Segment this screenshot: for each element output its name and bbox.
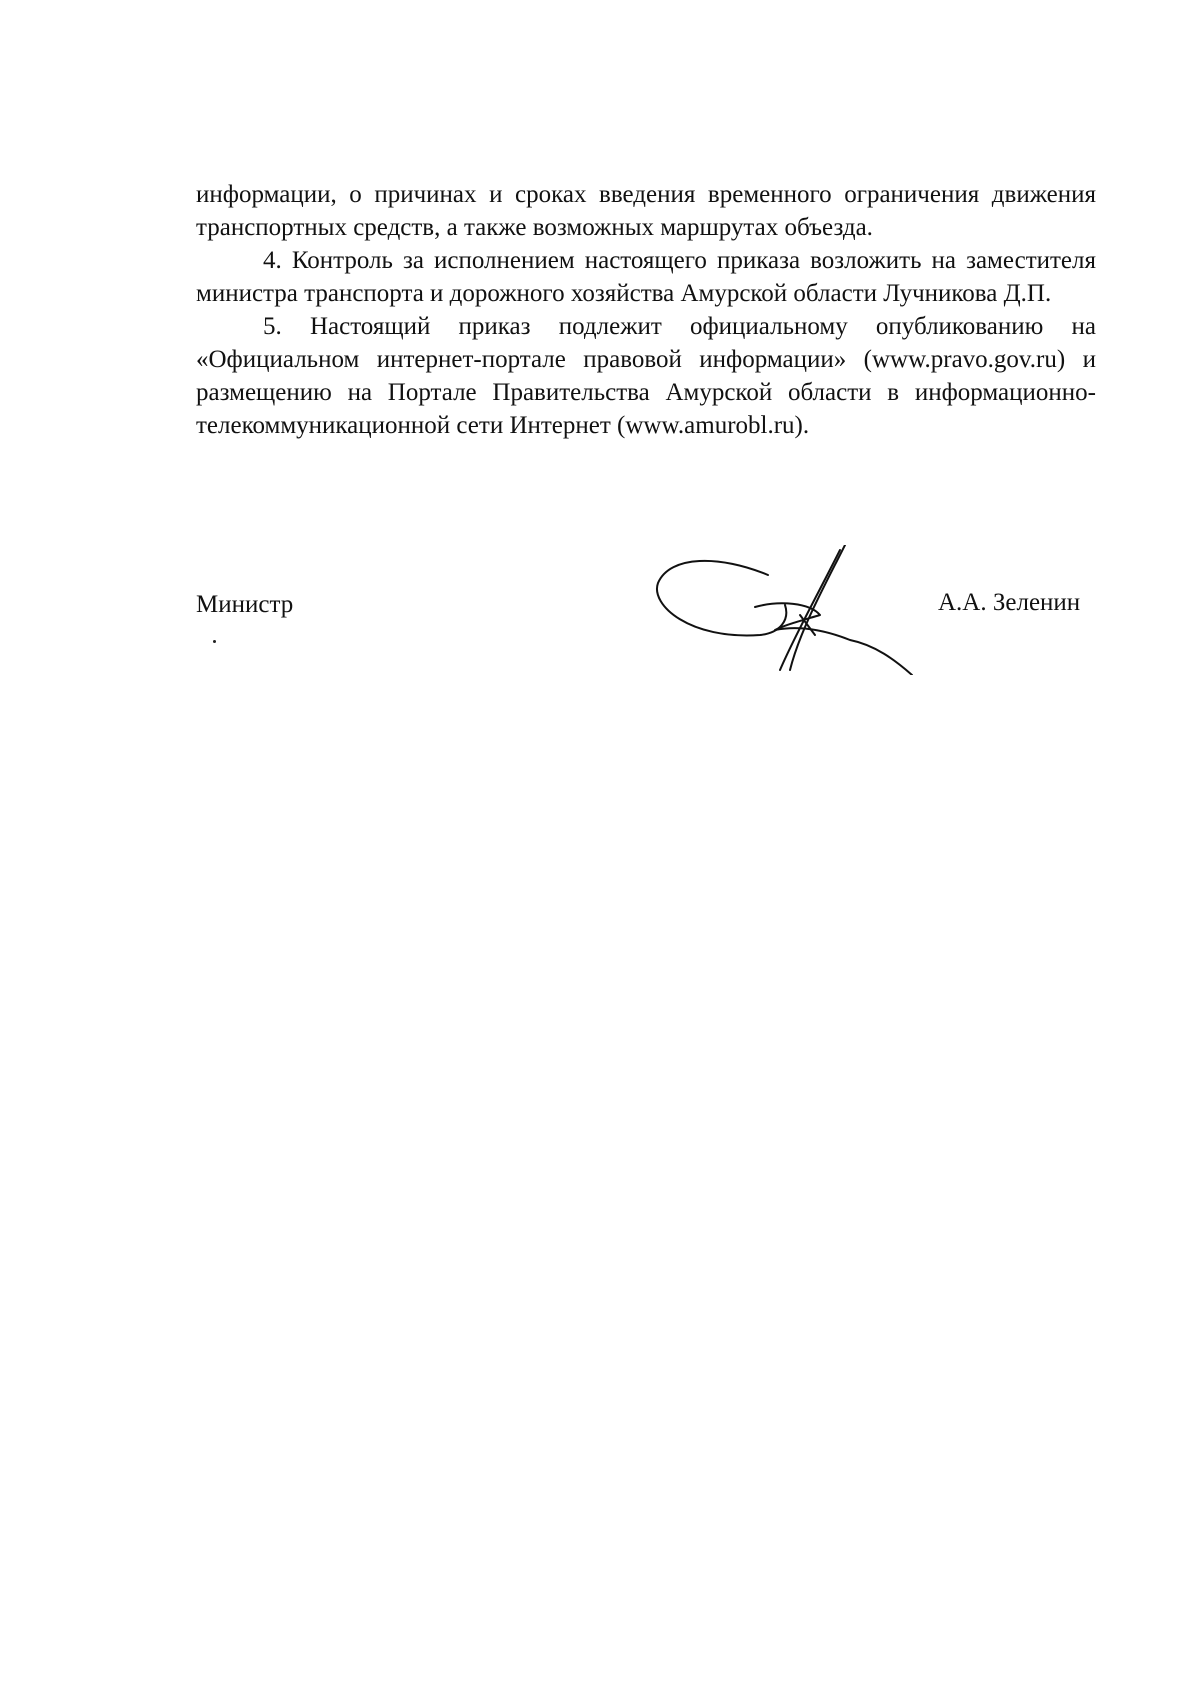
signatory-name: А.А. Зеленин bbox=[938, 589, 1081, 616]
document-body bbox=[196, 178, 1096, 442]
scan-speck bbox=[213, 640, 216, 643]
signatory-title: Министр bbox=[196, 591, 294, 618]
paragraph-item-4: 4. Контроль за исполнением настоящего приказа возложить на заместителя министра транспорта и дорожного хозяйства Амурской области Лучникова Д.П. bbox=[196, 247, 1096, 307]
paragraph-item-5: 5. Настоящий приказ подлежит официальному опубликованию на «Официальном интернет-портале правовой информации» (www.pravo.gov.ru) и размещению на Портале Правительства Амурской области в информационно- телекоммуникационной сети Интернет (www.amurobl.ru). bbox=[196, 313, 1096, 439]
paragraph-continuation: информации, о причинах и сроках введения временного ограничения движения транспортных средств, а также возможных маршрутах объезда. bbox=[196, 181, 1096, 241]
handwritten-signature bbox=[650, 545, 920, 675]
